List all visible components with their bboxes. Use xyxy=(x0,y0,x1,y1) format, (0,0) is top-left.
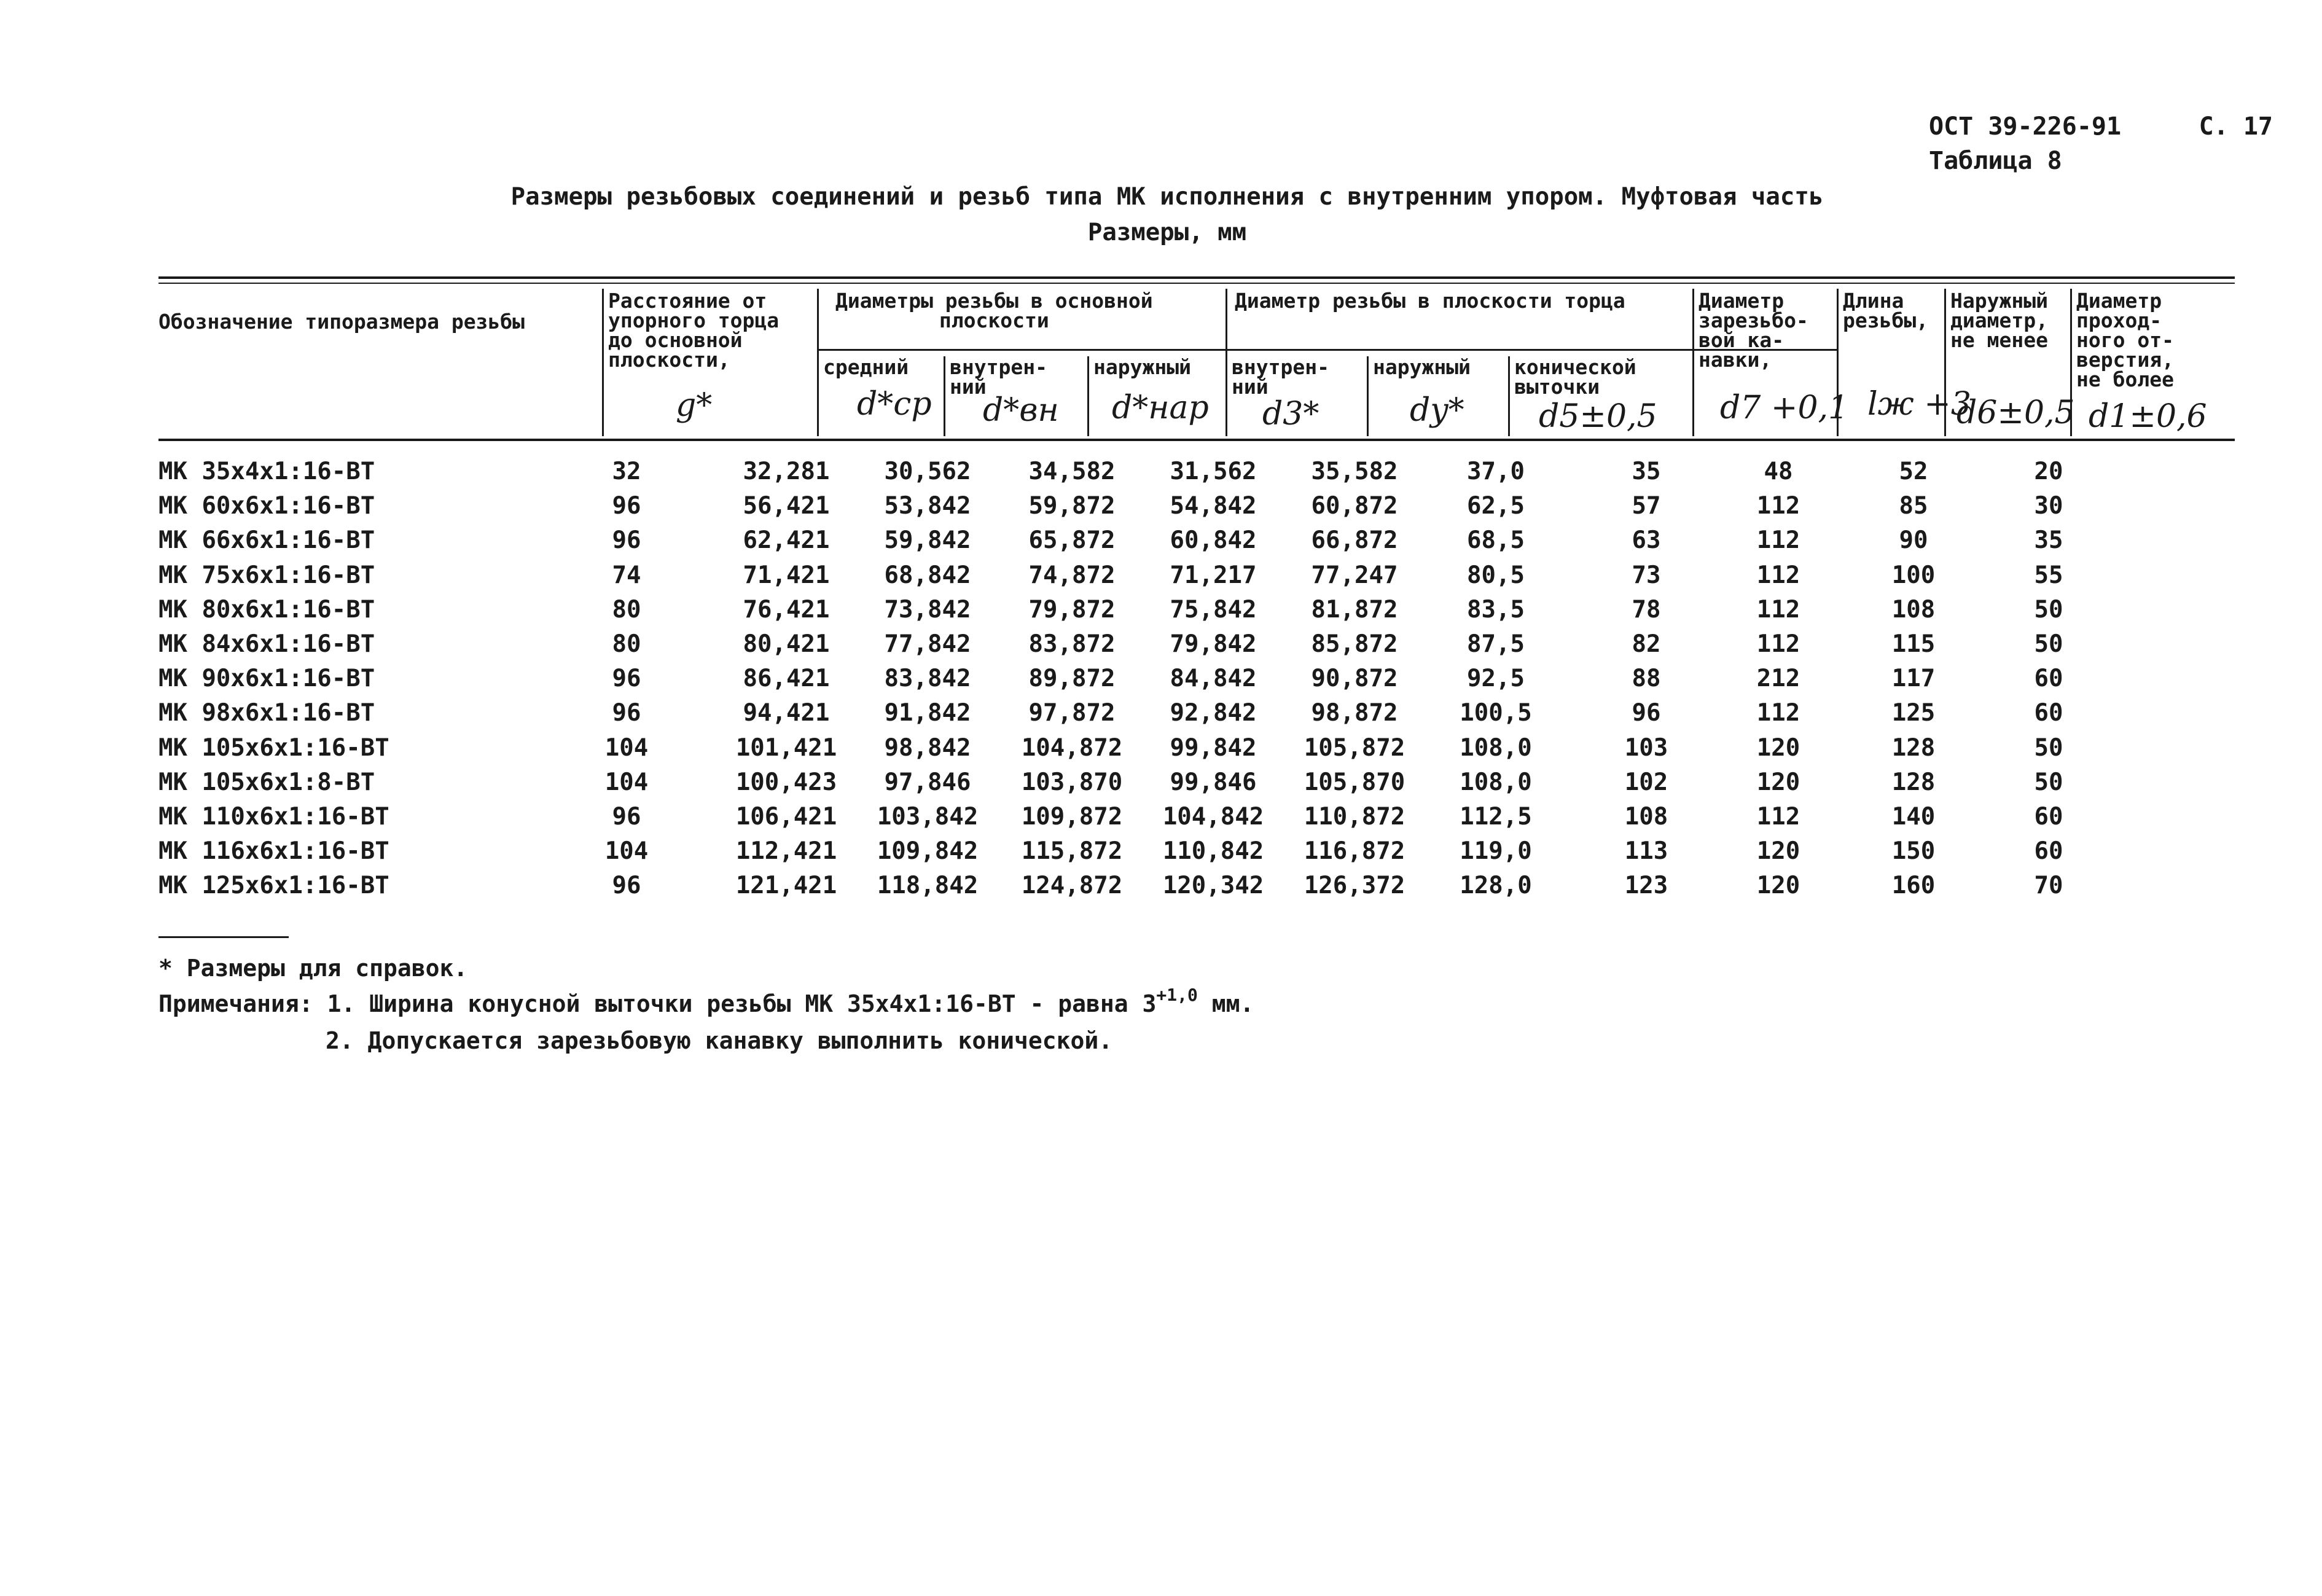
cell-dy: 126,372 xyxy=(1304,872,1405,900)
cell-d7: 96 xyxy=(1632,699,1661,727)
col-separator xyxy=(1226,289,1227,436)
cell-g: 96 xyxy=(612,492,641,520)
table-row xyxy=(158,869,2235,903)
cell-dnar: 59,872 xyxy=(1028,492,1116,520)
cell-dnar: 124,872 xyxy=(1021,872,1123,900)
cell-dvn: 97,846 xyxy=(884,768,971,796)
cell-dy: 35,582 xyxy=(1311,458,1398,485)
cell-g: 96 xyxy=(612,872,641,900)
cell-dy: 98,872 xyxy=(1311,699,1398,727)
cell-d3: 92,842 xyxy=(1170,699,1257,727)
col-symbol-outer-min: d6±0,5 xyxy=(1957,394,2075,431)
thread-designation: МК 75x6x1:16-ВТ xyxy=(158,561,375,589)
table-row xyxy=(158,593,2235,627)
col-symbol-end-inner: d3* xyxy=(1262,396,1319,432)
cell-dnar: 65,872 xyxy=(1028,526,1116,555)
table-title-line1: Размеры резьбовых соединений и резьб типа МК исполнения с внутренним упором. Муфтовая часть xyxy=(510,183,1824,211)
col-separator xyxy=(944,356,945,436)
table-row xyxy=(158,455,2235,489)
table-row xyxy=(158,523,2235,558)
cell-d6: 52 xyxy=(1899,458,1928,485)
cell-d1: 35 xyxy=(2034,526,2063,555)
cell-dvn: 118,842 xyxy=(877,872,979,900)
page-number: С. 17 xyxy=(2199,112,2273,141)
cell-dy: 66,872 xyxy=(1311,526,1398,555)
cell-d7: 102 xyxy=(1624,768,1668,796)
notes-label: Примечания: xyxy=(158,990,313,1017)
thread-designation: МК 105x6x1:8-ВТ xyxy=(158,768,375,796)
cell-d1: 60 xyxy=(2034,699,2063,727)
col-symbol-end-outer: dy* xyxy=(1410,392,1464,429)
cell-d3: 84,842 xyxy=(1170,665,1257,693)
cell-dvn: 91,842 xyxy=(884,699,971,727)
cell-d6: 90 xyxy=(1899,526,1928,555)
cell-g: 104 xyxy=(604,768,649,796)
cell-d5: 37,0 xyxy=(1467,458,1525,485)
col-symbol-undercut: d7 +0,1 xyxy=(1720,389,1849,426)
col-header-bore: Диаметр проход- ного от- верстия, не более xyxy=(2076,289,2174,391)
group-header-rule xyxy=(817,349,1692,351)
cell-l: 120 xyxy=(1756,768,1800,796)
cell-d1: 50 xyxy=(2034,630,2063,658)
cell-l: 120 xyxy=(1756,872,1800,900)
thread-designation: МК 60x6x1:16-ВТ xyxy=(158,492,375,520)
cell-d1: 70 xyxy=(2034,872,2063,900)
cell-g: 96 xyxy=(612,526,641,555)
cell-d7: 113 xyxy=(1624,837,1668,866)
cell-g: 80 xyxy=(612,595,641,624)
cell-d6: 100 xyxy=(1891,561,1936,589)
cell-dnar: 74,872 xyxy=(1028,561,1116,589)
col-symbol-conical: d5±0,5 xyxy=(1539,398,1657,435)
cell-dvn: 73,842 xyxy=(884,595,971,624)
table-row xyxy=(158,800,2235,834)
table-top-rule-inner xyxy=(158,283,2235,284)
cell-g: 104 xyxy=(604,837,649,866)
cell-d5: 100,5 xyxy=(1460,699,1532,727)
cell-d7: 63 xyxy=(1632,526,1661,555)
cell-d6: 160 xyxy=(1891,872,1936,900)
cell-l: 112 xyxy=(1756,699,1800,727)
col-separator xyxy=(1087,356,1089,436)
col-symbol-outer: d*нар xyxy=(1112,389,1209,426)
cell-g: 96 xyxy=(612,803,641,831)
cell-d3: 120,342 xyxy=(1162,872,1264,900)
cell-dvn: 83,842 xyxy=(884,665,971,693)
cell-d3: 31,562 xyxy=(1170,458,1257,485)
thread-designation: МК 110x6x1:16-ВТ xyxy=(158,803,389,831)
cell-g: 74 xyxy=(612,561,641,589)
thread-designation: МК 116x6x1:16-ВТ xyxy=(158,837,389,866)
cell-d6: 128 xyxy=(1891,768,1936,796)
cell-dcp: 94,421 xyxy=(743,699,830,727)
cell-d7: 78 xyxy=(1632,595,1661,624)
document-header xyxy=(1929,109,2273,178)
cell-d1: 50 xyxy=(2034,595,2063,624)
table-label: Таблица 8 xyxy=(1929,147,2062,175)
col-header-group-base: Диаметры резьбы в основной плоскости xyxy=(835,289,1153,332)
cell-l: 112 xyxy=(1756,492,1800,520)
thread-designation: МК 35x4x1:16-ВТ xyxy=(158,458,375,485)
cell-dvn: 30,562 xyxy=(884,458,971,485)
table-row xyxy=(158,731,2235,765)
cell-dcp: 100,423 xyxy=(735,768,837,796)
note-2: 2. Допускается зарезьбовую канавку выполнить конической. xyxy=(326,1027,1113,1054)
col-header-end-outer: наружный xyxy=(1373,355,1471,379)
cell-dcp: 76,421 xyxy=(743,595,830,624)
cell-d5: 80,5 xyxy=(1467,561,1525,589)
col-symbol-distance: g* xyxy=(676,387,713,424)
cell-l: 212 xyxy=(1756,665,1800,693)
table-title xyxy=(491,179,1843,251)
footnote-rule xyxy=(158,936,289,938)
cell-d5: 83,5 xyxy=(1467,595,1525,624)
cell-d7: 88 xyxy=(1632,665,1661,693)
cell-dvn: 59,842 xyxy=(884,526,971,555)
cell-l: 112 xyxy=(1756,595,1800,624)
cell-dcp: 101,421 xyxy=(735,733,837,762)
cell-dy: 110,872 xyxy=(1304,803,1405,831)
cell-dvn: 53,842 xyxy=(884,492,971,520)
cell-d5: 62,5 xyxy=(1467,492,1525,520)
cell-d3: 99,846 xyxy=(1170,768,1257,796)
col-header-designation: Обозначение типоразмера резьбы xyxy=(158,310,525,334)
cell-d7: 35 xyxy=(1632,458,1661,485)
cell-d6: 150 xyxy=(1891,837,1936,866)
col-symbol-inner: d*вн xyxy=(983,392,1059,429)
cell-dnar: 97,872 xyxy=(1028,699,1116,727)
cell-d5: 87,5 xyxy=(1467,630,1525,658)
cell-d3: 54,842 xyxy=(1170,492,1257,520)
cell-dnar: 115,872 xyxy=(1021,837,1123,866)
cell-l: 112 xyxy=(1756,803,1800,831)
col-symbol-mean: d*ср xyxy=(857,386,932,423)
standard-number: ОСТ 39-226-91 xyxy=(1929,112,2122,141)
cell-dnar: 89,872 xyxy=(1028,665,1116,693)
cell-dcp: 112,421 xyxy=(735,837,837,866)
cell-dvn: 103,842 xyxy=(877,803,979,831)
cell-d7: 57 xyxy=(1632,492,1661,520)
cell-dcp: 56,421 xyxy=(743,492,830,520)
cell-d5: 92,5 xyxy=(1467,665,1525,693)
cell-d6: 125 xyxy=(1891,699,1936,727)
col-header-distance: Расстояние от упорного торца до основной плоскости, xyxy=(608,289,780,372)
table-row xyxy=(158,662,2235,696)
cell-dy: 85,872 xyxy=(1311,630,1398,658)
cell-d6: 85 xyxy=(1899,492,1928,520)
cell-g: 104 xyxy=(604,733,649,762)
cell-d3: 110,842 xyxy=(1162,837,1264,866)
cell-g: 80 xyxy=(612,630,641,658)
footnote-reference: * Размеры для справок. xyxy=(158,955,468,982)
cell-d6: 128 xyxy=(1891,733,1936,762)
cell-d7: 103 xyxy=(1624,733,1668,762)
cell-d1: 30 xyxy=(2034,492,2063,520)
table-row xyxy=(158,627,2235,662)
cell-dy: 105,870 xyxy=(1304,768,1405,796)
cell-g: 96 xyxy=(612,699,641,727)
cell-dcp: 106,421 xyxy=(735,803,837,831)
cell-dnar: 83,872 xyxy=(1028,630,1116,658)
cell-d1: 60 xyxy=(2034,837,2063,866)
cell-d3: 75,842 xyxy=(1170,595,1257,624)
col-header-mean: средний xyxy=(823,355,909,379)
cell-d7: 82 xyxy=(1632,630,1661,658)
col-separator xyxy=(817,289,819,436)
cell-dcp: 32,281 xyxy=(743,458,830,485)
cell-dy: 81,872 xyxy=(1311,595,1398,624)
note-1-text: 1. Ширина конусной выточки резьбы МК 35x4x1:16-ВТ - равна 3 xyxy=(327,990,1157,1017)
thread-designation: МК 66x6x1:16-ВТ xyxy=(158,526,375,555)
cell-l: 112 xyxy=(1756,561,1800,589)
cell-dcp: 121,421 xyxy=(735,872,837,900)
cell-l: 120 xyxy=(1756,837,1800,866)
table-row xyxy=(158,765,2235,800)
cell-dnar: 109,872 xyxy=(1021,803,1123,831)
cell-d6: 140 xyxy=(1891,803,1936,831)
col-separator xyxy=(1508,356,1510,436)
col-header-undercut: Диаметр зарезьбо- вой ка- навки, xyxy=(1698,289,1808,372)
note-1-tolerance: +1,0 xyxy=(1156,985,1198,1005)
col-header-outer-min: Наружный диаметр, не менее xyxy=(1950,289,2048,352)
cell-dvn: 109,842 xyxy=(877,837,979,866)
table-row xyxy=(158,696,2235,730)
cell-d5: 119,0 xyxy=(1460,837,1532,866)
note-1 xyxy=(158,987,1254,1021)
cell-d3: 79,842 xyxy=(1170,630,1257,658)
table-row xyxy=(158,489,2235,523)
thread-designation: МК 98x6x1:16-ВТ xyxy=(158,699,375,727)
table-row xyxy=(158,834,2235,869)
cell-dnar: 79,872 xyxy=(1028,595,1116,624)
thread-designation: МК 105x6x1:16-ВТ xyxy=(158,733,389,762)
cell-d6: 115 xyxy=(1891,630,1936,658)
cell-d1: 20 xyxy=(2034,458,2063,485)
col-header-end-inner: внутрен- ний xyxy=(1232,355,1329,399)
cell-g: 32 xyxy=(612,458,641,485)
cell-d1: 60 xyxy=(2034,803,2063,831)
cell-dvn: 98,842 xyxy=(884,733,971,762)
cell-d7: 108 xyxy=(1624,803,1668,831)
cell-d1: 55 xyxy=(2034,561,2063,589)
cell-l: 48 xyxy=(1764,458,1793,485)
col-separator xyxy=(1367,356,1369,436)
cell-l: 112 xyxy=(1756,630,1800,658)
cell-dy: 90,872 xyxy=(1311,665,1398,693)
cell-d1: 60 xyxy=(2034,665,2063,693)
cell-dy: 77,247 xyxy=(1311,561,1398,589)
cell-d7: 73 xyxy=(1632,561,1661,589)
cell-d5: 128,0 xyxy=(1460,872,1532,900)
cell-dnar: 103,870 xyxy=(1021,768,1123,796)
cell-d5: 68,5 xyxy=(1467,526,1525,555)
col-symbol-length: lж +3 xyxy=(1867,386,1971,423)
col-separator xyxy=(602,289,604,436)
table-top-rule xyxy=(158,276,2235,279)
cell-g: 96 xyxy=(612,665,641,693)
cell-dvn: 77,842 xyxy=(884,630,971,658)
cell-dy: 60,872 xyxy=(1311,492,1398,520)
col-header-inner: внутрен- ний xyxy=(950,355,1047,399)
cell-d7: 123 xyxy=(1624,872,1668,900)
cell-dnar: 34,582 xyxy=(1028,458,1116,485)
cell-d6: 108 xyxy=(1891,595,1936,624)
col-separator xyxy=(1692,289,1694,436)
cell-d3: 60,842 xyxy=(1170,526,1257,555)
thread-designation: МК 84x6x1:16-ВТ xyxy=(158,630,375,658)
col-header-conical: конической выточки xyxy=(1514,355,1636,399)
cell-d5: 112,5 xyxy=(1460,803,1532,831)
thread-designation: МК 80x6x1:16-ВТ xyxy=(158,595,375,624)
cell-d6: 117 xyxy=(1891,665,1936,693)
cell-dcp: 80,421 xyxy=(743,630,830,658)
col-header-outer: наружный xyxy=(1093,355,1191,379)
cell-d3: 104,842 xyxy=(1162,803,1264,831)
cell-l: 112 xyxy=(1756,526,1800,555)
cell-d1: 50 xyxy=(2034,733,2063,762)
cell-d3: 99,842 xyxy=(1170,733,1257,762)
cell-dcp: 71,421 xyxy=(743,561,830,589)
cell-dy: 116,872 xyxy=(1304,837,1405,866)
table-row xyxy=(158,558,2235,593)
thread-designation: МК 125x6x1:16-ВТ xyxy=(158,872,389,900)
cell-d3: 71,217 xyxy=(1170,561,1257,589)
cell-d1: 50 xyxy=(2034,768,2063,796)
thread-designation: МК 90x6x1:16-ВТ xyxy=(158,665,375,693)
cell-dcp: 62,421 xyxy=(743,526,830,555)
cell-dnar: 104,872 xyxy=(1021,733,1123,762)
col-header-length: Длина резьбы, xyxy=(1843,289,1929,332)
table-title-units: Размеры, мм xyxy=(1087,219,1247,246)
table-header-bottom-rule xyxy=(158,439,2235,441)
col-symbol-bore: d1±0,6 xyxy=(2089,398,2207,435)
cell-dy: 105,872 xyxy=(1304,733,1405,762)
col-header-group-end: Диаметр резьбы в плоскости торца xyxy=(1235,289,1625,313)
cell-l: 120 xyxy=(1756,733,1800,762)
note-1-unit: мм. xyxy=(1197,990,1254,1017)
cell-d5: 108,0 xyxy=(1460,733,1532,762)
cell-dvn: 68,842 xyxy=(884,561,971,589)
cell-d5: 108,0 xyxy=(1460,768,1532,796)
cell-dcp: 86,421 xyxy=(743,665,830,693)
